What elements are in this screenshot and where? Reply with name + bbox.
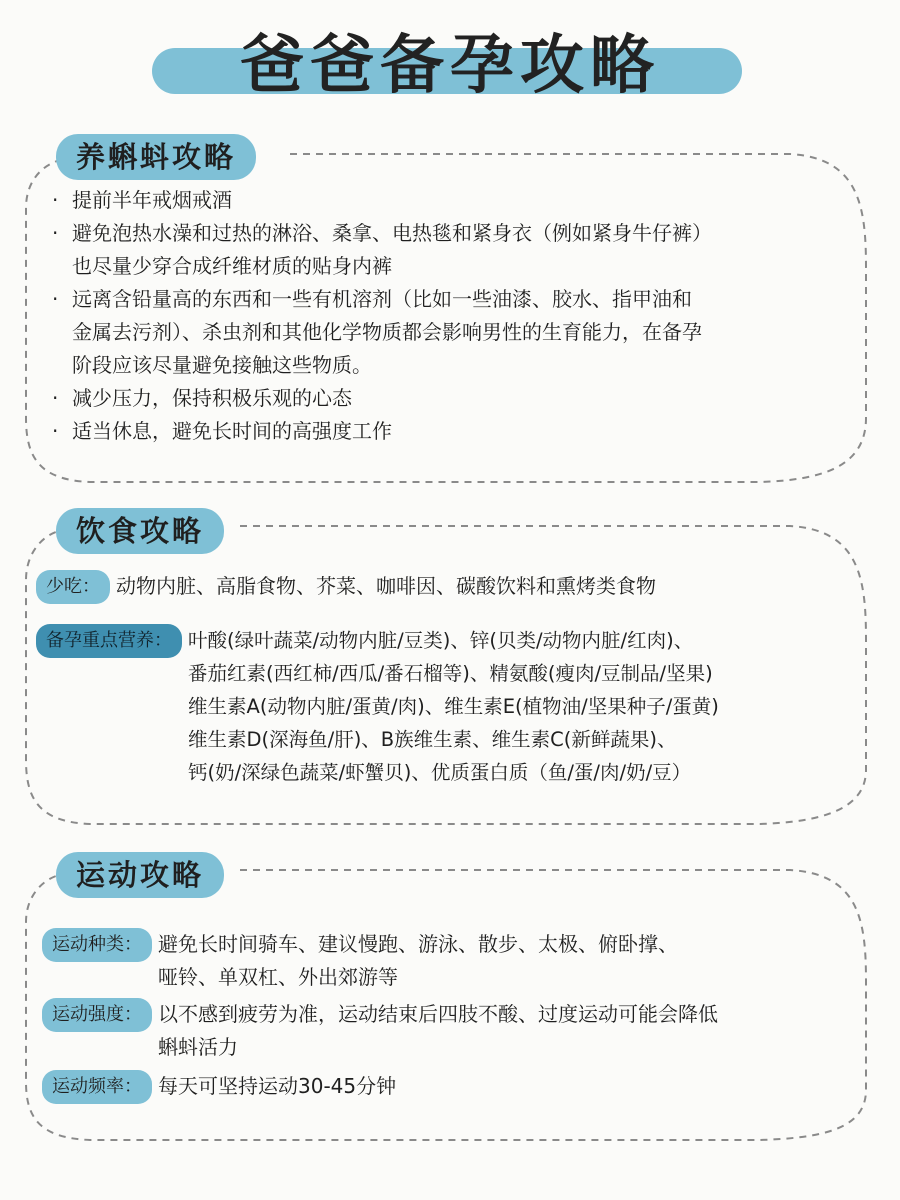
sperm-section-tag: 养蝌蚪攻略 [56,134,256,180]
exercise-frequency-label: 运动频率： [42,1070,152,1104]
exercise-frequency-row [42,1070,396,1104]
sperm-tips-list [52,184,712,448]
exercise-type-label: 运动种类： [42,928,152,962]
exercise-section [0,842,900,1142]
diet-less-row [36,570,656,604]
tip-line: 减少压力，保持积极乐观的心态 [72,386,352,410]
title-area [0,22,900,118]
diet-section [0,500,900,830]
exercise-line: 以不感到疲劳为准，运动结束后四肢不酸、过度运动可能会降低 [158,1002,718,1026]
tip-item: · 远离含铅量高的东西和一些有机溶剂（比如一些油漆、胶水、指甲油和 金属去污剂）、杀虫剂和其他化学物质都会影响男性的生育能力，在备孕 阶段应该尽量避免接触这些物质。 [52,283,712,382]
diet-key-row [36,624,719,789]
tip-item: · 避免泡热水澡和过热的淋浴、桑拿、电热毯和紧身衣（例如紧身牛仔裤） 也尽量少穿合成纤维材质的贴身内裤 [52,217,712,283]
exercise-section-tag: 运动攻略 [56,852,224,898]
tip-line: 提前半年戒烟戒酒 [72,188,232,212]
sperm-section [0,128,900,488]
nutrition-line: 维生素A(动物内脏/蛋黄/肉)、维生素E(植物油/坚果种子/蛋黄) [188,695,719,718]
tip-line: 阶段应该尽量避免接触这些物质。 [72,353,372,377]
exercise-line: 哑铃、单双杠、外出郊游等 [158,965,398,989]
exercise-line: 避免长时间骑车、建议慢跑、游泳、散步、太极、俯卧撑、 [158,932,678,956]
key-nutrition-label: 备孕重点营养： [36,624,182,658]
nutrition-line: 维生素D(深海鱼/肝)、B族维生素、维生素C(新鲜蔬果)、 [188,728,677,751]
tip-line: 避免泡热水澡和过热的淋浴、桑拿、电热毯和紧身衣（例如紧身牛仔裤） [72,221,712,245]
exercise-intensity-row [42,998,718,1064]
nutrition-line: 叶酸(绿叶蔬菜/动物内脏/豆类)、锌(贝类/动物内脏/红肉)、 [188,629,694,652]
less-label: 少吃： [36,570,110,604]
exercise-intensity-text [152,998,718,1064]
tip-line: 远离含铅量高的东西和一些有机溶剂（比如一些油漆、胶水、指甲油和 [72,287,692,311]
exercise-type-row [42,928,678,994]
less-text: 动物内脏、高脂食物、芥菜、咖啡因、碳酸饮料和熏烤类食物 [116,574,656,598]
tip-line: 也尽量少穿合成纤维材质的贴身内裤 [72,254,392,278]
exercise-line: 蝌蚪活力 [158,1035,238,1059]
diet-section-tag: 饮食攻略 [56,508,224,554]
key-nutrition-text [182,624,719,789]
page-title: 爸爸备孕攻略 [240,29,660,103]
exercise-type-text [152,928,678,994]
tip-line: 金属去污剂）、杀虫剂和其他化学物质都会影响男性的生育能力，在备孕 [72,320,702,344]
tip-item: · 适当休息，避免长时间的高强度工作 [52,415,712,448]
tip-item: · 减少压力，保持积极乐观的心态 [52,382,712,415]
tip-line: 适当休息，避免长时间的高强度工作 [72,419,392,443]
exercise-line: 每天可坚持运动30-45分钟 [158,1074,397,1098]
nutrition-line: 番茄红素(西红柿/西瓜/番石榴等)、精氨酸(瘦肉/豆制品/坚果) [188,662,713,685]
nutrition-line: 钙(奶/深绿色蔬菜/虾蟹贝)、优质蛋白质（鱼/蛋/肉/奶/豆） [188,761,692,784]
tip-item: · 提前半年戒烟戒酒 [52,184,712,217]
exercise-frequency-text [152,1070,396,1103]
exercise-intensity-label: 运动强度： [42,998,152,1032]
